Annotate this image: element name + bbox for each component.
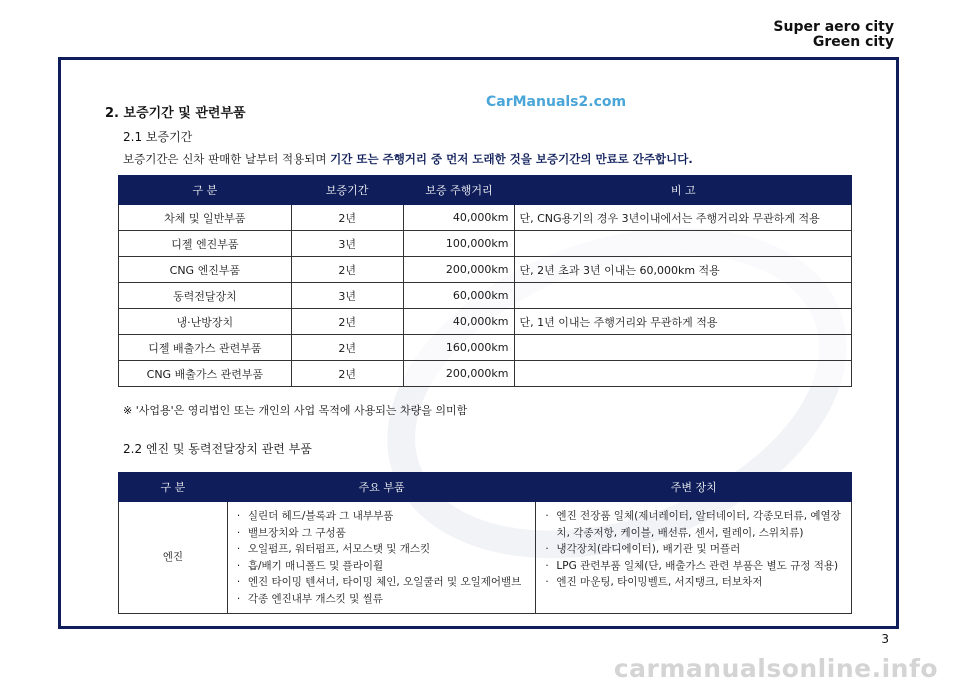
row-period: 2년 [291, 361, 403, 387]
list-item: · 냉각장치(라디에이터), 배기관 및 머플러 [556, 541, 845, 558]
row-remarks: 단, 1년 이내는 주행거리와 무관하게 적용 [515, 309, 852, 335]
row-period: 3년 [291, 231, 403, 257]
page-number: 3 [881, 632, 889, 646]
paragraph-bold: 기간 또는 주행거리 중 먼저 도래한 것을 보증기간의 만료로 간주합니다. [330, 152, 693, 166]
row-period: 2년 [291, 205, 403, 231]
list-item: · 각종 엔진내부 개스킷 및 씰류 [248, 591, 530, 608]
subsection-title-warranty: 2.1 보증기간 [123, 130, 193, 144]
row-remarks [515, 361, 852, 387]
warranty-table-header [119, 176, 852, 205]
header-period: 보증기간 [291, 176, 403, 205]
parts-table [118, 472, 852, 614]
header-peripheral: 주변 장치 [536, 473, 852, 502]
main-parts-list [234, 508, 530, 607]
list-item: · 흡/배기 매니폴드 및 플라이휠 [248, 558, 530, 575]
row-remarks: 단, 2년 초과 3년 이내는 60,000km 적용 [515, 257, 852, 283]
warranty-table [118, 175, 852, 387]
table-row [119, 335, 852, 361]
header-distance: 보증 주행거리 [403, 176, 515, 205]
list-item: · 오일펌프, 워터펌프, 서모스탯 및 개스킷 [248, 541, 530, 558]
peripheral-list [542, 508, 845, 591]
paragraph-plain: 보증기간은 신차 판매한 날부터 적용되며 [123, 152, 331, 166]
row-distance: 60,000km [403, 283, 515, 309]
row-distance: 200,000km [403, 361, 515, 387]
row-part: 동력전달장치 [119, 283, 292, 309]
parts-category: 엔진 [119, 502, 228, 614]
section-title: 2. 보증기간 및 관련부품 [105, 106, 246, 121]
row-part: CNG 배출가스 관련부품 [119, 361, 292, 387]
row-remarks [515, 283, 852, 309]
site-watermark: carmanualsonline.info [613, 654, 938, 683]
row-distance: 100,000km [403, 231, 515, 257]
footnote: ※ '사업용'은 영리법인 또는 개인의 사업 목적에 사용되는 차량을 의미함 [123, 404, 468, 417]
row-distance: 40,000km [403, 205, 515, 231]
table-row [119, 502, 852, 614]
row-remarks: 단, CNG용기의 경우 3년이내에서는 주행거리와 무관하게 적용 [515, 205, 852, 231]
table-row [119, 205, 852, 231]
list-item: · 밸브장치와 그 구성품 [248, 525, 530, 542]
row-part: 냉·난방장치 [119, 309, 292, 335]
warranty-paragraph [123, 151, 693, 167]
brand-line2: Green city [812, 34, 894, 50]
list-item: · 실린더 헤드/블록과 그 내부부품 [248, 508, 530, 525]
table-row [119, 309, 852, 335]
list-item: · 엔진 전장품 일체(제너레이터, 알터네이터, 각종모터류, 예열장치, 각종저항, 케이블, 배선류, 센서, 릴레이, 스위치류) [556, 508, 845, 541]
table-row [119, 231, 852, 257]
row-period: 2년 [291, 309, 403, 335]
list-item: · 엔진 타이밍 텐셔너, 타이밍 체인, 오일쿨러 및 오일제어밸브 [248, 574, 530, 591]
parts-table-header [119, 473, 852, 502]
table-row [119, 361, 852, 387]
row-part: CNG 엔진부품 [119, 257, 292, 283]
row-remarks [515, 231, 852, 257]
row-period: 3년 [291, 283, 403, 309]
row-part: 차체 및 일반부품 [119, 205, 292, 231]
subsection-title-parts: 2.2 엔진 및 동력전달장치 관련 부품 [123, 442, 312, 456]
row-distance: 40,000km [403, 309, 515, 335]
row-distance: 160,000km [403, 335, 515, 361]
row-distance: 200,000km [403, 257, 515, 283]
row-remarks [515, 335, 852, 361]
content-frame [58, 57, 899, 629]
header-remarks: 비 고 [515, 176, 852, 205]
header-category: 구 분 [119, 473, 228, 502]
brand-line1: Super aero city [773, 19, 894, 35]
header-category: 구 분 [119, 176, 292, 205]
list-item: · LPG 관련부품 일체(단, 배출가스 관련 부품은 별도 규정 적용) [556, 558, 845, 575]
peripheral-cell [536, 502, 852, 614]
row-part: 디젤 배출가스 관련부품 [119, 335, 292, 361]
row-period: 2년 [291, 257, 403, 283]
table-row [119, 283, 852, 309]
watermark-url: CarManuals2.com [486, 94, 627, 110]
row-part: 디젤 엔진부품 [119, 231, 292, 257]
brand-logo-text [773, 20, 894, 50]
table-row [119, 257, 852, 283]
main-parts-cell [227, 502, 536, 614]
list-item: · 엔진 마운팅, 타이밍벨트, 서지탱크, 터보차저 [556, 574, 845, 591]
row-period: 2년 [291, 335, 403, 361]
header-main-parts: 주요 부품 [227, 473, 536, 502]
